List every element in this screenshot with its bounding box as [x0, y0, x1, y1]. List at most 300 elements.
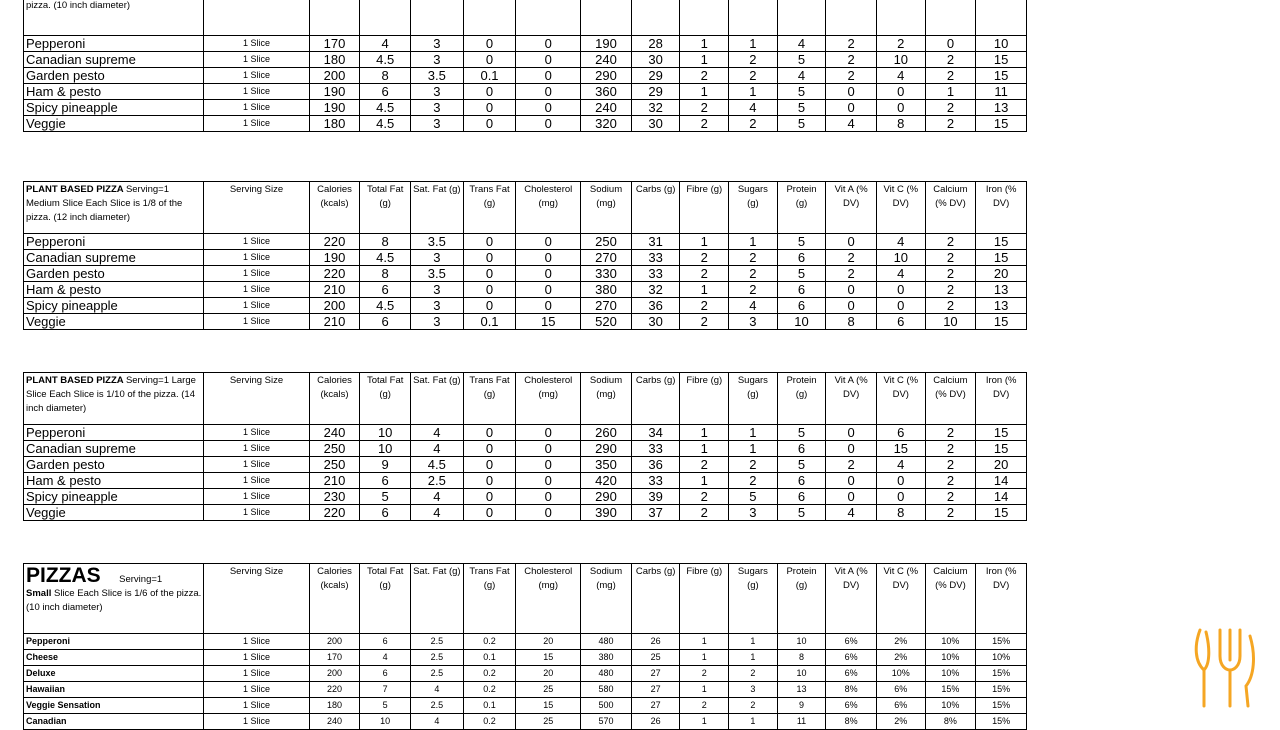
nutrient-value: 2 — [925, 505, 976, 521]
nutrient-value: 4 — [729, 100, 778, 116]
nutrient-value: 2 — [729, 457, 778, 473]
nutrient-value: 6 — [777, 489, 826, 505]
serving-size: 1 Slice — [204, 234, 309, 250]
column-header: Serving Size — [204, 182, 309, 234]
nutrient-value: 6 — [777, 282, 826, 298]
nutrient-value: 200 — [309, 666, 360, 682]
column-header: Carbs (g) — [631, 182, 680, 234]
column-header: Protein (g) — [777, 564, 826, 634]
nutrient-value: 0 — [516, 68, 581, 84]
nutrient-value: 26 — [631, 634, 680, 650]
nutrient-value: 2 — [729, 266, 778, 282]
nutrient-value: 4 — [876, 234, 925, 250]
nutrient-value: 2 — [826, 457, 877, 473]
nutrition-table-medium — [23, 181, 1027, 330]
nutrient-value: 2% — [876, 634, 925, 650]
table-title: PIZZAS — [26, 564, 101, 587]
nutrient-value: 1 — [729, 634, 778, 650]
serving-size: 1 Slice — [204, 425, 309, 441]
nutrient-value: 1 — [680, 425, 729, 441]
nutrient-value: 0 — [516, 457, 581, 473]
nutrient-value: 240 — [309, 425, 360, 441]
table-row — [24, 714, 1027, 730]
nutrient-value: 3 — [411, 282, 464, 298]
nutrient-value: 37 — [631, 505, 680, 521]
nutrient-value: 10 — [360, 714, 411, 730]
nutrient-value: 31 — [631, 234, 680, 250]
nutrient-value: 1 — [729, 425, 778, 441]
nutrient-value: 6% — [826, 666, 877, 682]
serving-size: 1 Slice — [204, 36, 309, 52]
nutrient-value: 15 — [976, 441, 1027, 457]
nutrient-value: 3 — [729, 314, 778, 330]
column-header — [516, 0, 581, 36]
serving-size: 1 Slice — [204, 100, 309, 116]
nutrient-value: 0 — [463, 84, 516, 100]
nutrient-value: 4 — [876, 68, 925, 84]
nutrient-value: 6% — [826, 634, 877, 650]
column-header: Iron (% DV) — [976, 373, 1027, 425]
nutrient-value: 1 — [680, 682, 729, 698]
nutrient-value: 1 — [680, 234, 729, 250]
serving-size: 1 Slice — [204, 84, 309, 100]
nutrient-value: 250 — [309, 441, 360, 457]
nutrient-value: 0 — [463, 489, 516, 505]
nutrient-value: 1 — [729, 84, 778, 100]
nutrient-value: 36 — [631, 298, 680, 314]
nutrient-value: 6 — [360, 505, 411, 521]
nutrient-value: 500 — [581, 698, 632, 714]
nutrient-value: 2 — [729, 52, 778, 68]
nutrient-value: 5 — [777, 266, 826, 282]
table-row — [24, 52, 1027, 68]
nutrient-value: 200 — [309, 634, 360, 650]
nutrient-value: 7 — [360, 682, 411, 698]
nutrient-value: 10 — [360, 441, 411, 457]
nutrient-value: 15% — [976, 714, 1027, 730]
nutrient-value: 0 — [516, 100, 581, 116]
table-row — [24, 457, 1027, 473]
header-row — [24, 0, 1027, 36]
nutrient-value: 13 — [976, 298, 1027, 314]
nutrient-value: 290 — [581, 441, 632, 457]
nutrient-value: 2 — [729, 116, 778, 132]
nutrient-value: 2 — [925, 266, 976, 282]
nutrient-value: 4 — [411, 682, 464, 698]
nutrient-value: 5 — [777, 234, 826, 250]
item-name: Veggie — [24, 505, 204, 521]
fork-knife-logo — [1192, 626, 1258, 710]
nutrient-value: 2 — [925, 68, 976, 84]
nutrient-value: 2 — [826, 68, 877, 84]
nutrient-value: 2 — [680, 666, 729, 682]
table-row — [24, 634, 1027, 650]
column-header: Vit C (% DV) — [876, 564, 925, 634]
nutrient-value: 15% — [976, 666, 1027, 682]
nutrient-value: 0 — [876, 298, 925, 314]
nutrient-value: 0 — [463, 234, 516, 250]
nutrient-value: 3.5 — [411, 234, 464, 250]
nutrient-value: 2 — [680, 505, 729, 521]
nutrient-value: 170 — [309, 36, 360, 52]
nutrient-value: 8 — [876, 505, 925, 521]
nutrient-value: 250 — [581, 234, 632, 250]
nutrient-value: 25 — [631, 650, 680, 666]
nutrient-value: 15% — [976, 698, 1027, 714]
serving-description: Slice Each Slice is 1/6 of the pizza. (10 inch diameter) — [26, 588, 202, 613]
nutrient-value: 2 — [925, 100, 976, 116]
nutrient-value: 3 — [411, 250, 464, 266]
nutrient-value: 2 — [925, 250, 976, 266]
nutrient-value: 0 — [826, 298, 877, 314]
nutrient-value: 15 — [876, 441, 925, 457]
nutrient-value: 6 — [777, 441, 826, 457]
nutrient-value: 3 — [411, 100, 464, 116]
nutrient-value: 3.5 — [411, 68, 464, 84]
nutrient-value: 0 — [516, 489, 581, 505]
nutrient-value: 8% — [826, 682, 877, 698]
column-header: Trans Fat (g) — [463, 373, 516, 425]
nutrient-value: 0 — [516, 234, 581, 250]
nutrient-value: 8 — [360, 266, 411, 282]
nutrient-value: 580 — [581, 682, 632, 698]
table-row — [24, 282, 1027, 298]
table-description — [24, 373, 204, 425]
nutrient-value: 0 — [516, 52, 581, 68]
nutrient-value: 2 — [925, 52, 976, 68]
table-row — [24, 36, 1027, 52]
nutrient-value: 9 — [777, 698, 826, 714]
table-description — [24, 182, 204, 234]
table-row — [24, 473, 1027, 489]
nutrient-value: 5 — [777, 116, 826, 132]
column-header: Total Fat (g) — [360, 564, 411, 634]
column-header: Vit A (% DV) — [826, 564, 877, 634]
nutrient-value: 0 — [516, 473, 581, 489]
nutrient-value: 0 — [463, 250, 516, 266]
nutrient-value: 15 — [976, 52, 1027, 68]
table-row — [24, 234, 1027, 250]
item-name: Garden pesto — [24, 68, 204, 84]
item-name: Spicy pineapple — [24, 100, 204, 116]
nutrient-value: 20 — [976, 266, 1027, 282]
nutrient-value: 0 — [516, 425, 581, 441]
nutrient-value: 33 — [631, 266, 680, 282]
column-header: Total Fat (g) — [360, 373, 411, 425]
nutrient-value: 360 — [581, 84, 632, 100]
column-header — [631, 0, 680, 36]
nutrient-value: 20 — [516, 634, 581, 650]
nutrient-value: 30 — [631, 116, 680, 132]
column-header: Fibre (g) — [680, 182, 729, 234]
nutrient-value: 13 — [976, 282, 1027, 298]
nutrient-value: 8 — [876, 116, 925, 132]
nutrient-value: 290 — [581, 68, 632, 84]
nutrient-value: 2.5 — [411, 650, 464, 666]
item-name: Garden pesto — [24, 457, 204, 473]
nutrient-value: 1 — [729, 650, 778, 666]
nutrient-value: 0 — [925, 36, 976, 52]
nutrient-value: 2 — [826, 250, 877, 266]
serving-size: 1 Slice — [204, 314, 309, 330]
column-header: Vit C (% DV) — [876, 373, 925, 425]
item-name: Ham & pesto — [24, 84, 204, 100]
nutrient-value: 4 — [360, 36, 411, 52]
column-header: Trans Fat (g) — [463, 182, 516, 234]
nutrient-value: 190 — [309, 100, 360, 116]
nutrient-value: 200 — [309, 298, 360, 314]
nutrient-value: 0 — [516, 266, 581, 282]
nutrient-value: 33 — [631, 473, 680, 489]
serving-size: 1 Slice — [204, 250, 309, 266]
item-name: Pepperoni — [24, 234, 204, 250]
nutrient-value: 0 — [826, 100, 877, 116]
nutrient-value: 13 — [976, 100, 1027, 116]
nutrient-value: 5 — [729, 489, 778, 505]
nutrient-value: 15 — [976, 68, 1027, 84]
serving-size: 1 Slice — [204, 457, 309, 473]
nutrient-value: 1 — [680, 282, 729, 298]
nutrient-value: 10% — [925, 650, 976, 666]
nutrient-value: 3 — [411, 116, 464, 132]
nutrient-value: 33 — [631, 441, 680, 457]
nutrient-value: 10 — [777, 314, 826, 330]
nutrient-value: 11 — [976, 84, 1027, 100]
nutrient-value: 4 — [876, 457, 925, 473]
nutrient-value: 270 — [581, 250, 632, 266]
nutrient-value: 28 — [631, 36, 680, 52]
table-row — [24, 84, 1027, 100]
nutrient-value: 2 — [680, 457, 729, 473]
nutrient-value: 2 — [729, 68, 778, 84]
nutrient-value: 4.5 — [411, 457, 464, 473]
column-header — [777, 0, 826, 36]
column-header: Trans Fat (g) — [463, 564, 516, 634]
nutrient-value: 6 — [876, 425, 925, 441]
nutrient-value: 2 — [729, 473, 778, 489]
column-header — [826, 0, 877, 36]
nutrient-value: 0 — [463, 36, 516, 52]
nutrient-value: 6 — [360, 473, 411, 489]
nutrient-value: 6 — [876, 314, 925, 330]
nutrient-value: 5 — [777, 84, 826, 100]
nutrient-value: 2 — [729, 282, 778, 298]
nutrient-value: 2 — [925, 489, 976, 505]
column-header — [309, 0, 360, 36]
nutrient-value: 15 — [976, 314, 1027, 330]
nutrient-value: 10 — [777, 666, 826, 682]
nutrient-value: 0 — [516, 282, 581, 298]
nutrient-value: 190 — [581, 36, 632, 52]
nutrient-value: 15% — [976, 682, 1027, 698]
table-row — [24, 116, 1027, 132]
nutrient-value: 4 — [826, 505, 877, 521]
nutrient-value: 5 — [360, 489, 411, 505]
column-header: Serving Size — [204, 564, 309, 634]
column-header: Sugars (g) — [729, 564, 778, 634]
nutrient-value: 290 — [581, 489, 632, 505]
nutrient-value: 15 — [516, 650, 581, 666]
nutrient-value: 0.1 — [463, 314, 516, 330]
nutrient-value: 15 — [976, 425, 1027, 441]
nutrient-value: 32 — [631, 282, 680, 298]
serving-size: 1 Slice — [204, 714, 309, 730]
nutrient-value: 2 — [680, 298, 729, 314]
nutrient-value: 0 — [463, 457, 516, 473]
table-row — [24, 298, 1027, 314]
item-name: Pepperoni — [24, 425, 204, 441]
nutrient-value: 480 — [581, 634, 632, 650]
nutrient-value: 15 — [976, 234, 1027, 250]
nutrient-value: 2 — [826, 266, 877, 282]
serving-description: Serving=1 Medium Slice Each Slice is 1/8 of the pizza. (12 inch diameter) — [26, 184, 183, 223]
nutrient-value: 4 — [826, 116, 877, 132]
nutrient-value: 4 — [411, 489, 464, 505]
nutrient-value: 0 — [826, 489, 877, 505]
nutrient-value: 10% — [925, 634, 976, 650]
item-name: Veggie — [24, 116, 204, 132]
header-row — [24, 564, 1027, 634]
nutrient-value: 2 — [729, 250, 778, 266]
nutrient-value: 0 — [826, 425, 877, 441]
nutrient-value: 2.5 — [411, 634, 464, 650]
nutrient-value: 10% — [876, 666, 925, 682]
table-row — [24, 441, 1027, 457]
nutrient-value: 0 — [826, 473, 877, 489]
nutrient-value: 6% — [826, 650, 877, 666]
item-name: Pepperoni — [24, 36, 204, 52]
nutrient-value: 4 — [411, 441, 464, 457]
nutrient-value: 1 — [925, 84, 976, 100]
nutrient-value: 3 — [411, 84, 464, 100]
nutrient-value: 180 — [309, 698, 360, 714]
column-header: Iron (% DV) — [976, 564, 1027, 634]
nutrient-value: 6 — [360, 282, 411, 298]
nutrient-value: 2 — [680, 100, 729, 116]
serving-size: 1 Slice — [204, 298, 309, 314]
nutrient-value: 260 — [581, 425, 632, 441]
nutrient-value: 6 — [360, 84, 411, 100]
item-name: Deluxe — [24, 666, 204, 682]
nutrient-value: 3 — [411, 298, 464, 314]
nutrient-value: 29 — [631, 84, 680, 100]
nutrient-value: 26 — [631, 714, 680, 730]
nutrient-value: 6% — [826, 698, 877, 714]
nutrient-value: 5 — [360, 698, 411, 714]
column-header — [360, 0, 411, 36]
nutrient-value: 15 — [976, 116, 1027, 132]
column-header: Cholesterol (mg) — [516, 182, 581, 234]
table-row — [24, 666, 1027, 682]
column-header: Vit A (% DV) — [826, 182, 877, 234]
nutrient-value: 2 — [876, 36, 925, 52]
nutrient-value: 0 — [463, 298, 516, 314]
table-title: PLANT BASED PIZZA — [26, 375, 126, 386]
nutrient-value: 480 — [581, 666, 632, 682]
nutrient-value: 2.5 — [411, 666, 464, 682]
nutrient-value: 3.5 — [411, 266, 464, 282]
item-name: Veggie — [24, 314, 204, 330]
nutrient-value: 0 — [516, 250, 581, 266]
nutrient-value: 15 — [516, 698, 581, 714]
nutrient-value: 1 — [680, 36, 729, 52]
nutrient-value: 25 — [516, 714, 581, 730]
table-row — [24, 505, 1027, 521]
item-name: Hawaiian — [24, 682, 204, 698]
nutrient-value: 0.2 — [463, 634, 516, 650]
item-name: Ham & pesto — [24, 282, 204, 298]
nutrient-value: 6% — [876, 698, 925, 714]
nutrient-value: 29 — [631, 68, 680, 84]
item-name: Spicy pineapple — [24, 298, 204, 314]
nutrient-value: 8 — [360, 234, 411, 250]
nutrient-value: 4 — [360, 650, 411, 666]
nutrient-value: 10% — [925, 666, 976, 682]
header-row — [24, 373, 1027, 425]
nutrient-value: 0 — [516, 505, 581, 521]
column-header: Total Fat (g) — [360, 182, 411, 234]
column-header: Cholesterol (mg) — [516, 564, 581, 634]
nutrient-value: 1 — [729, 714, 778, 730]
nutrient-value: 170 — [309, 650, 360, 666]
nutrient-value: 10 — [876, 52, 925, 68]
column-header: Protein (g) — [777, 182, 826, 234]
nutrient-value: 3 — [729, 505, 778, 521]
nutrient-value: 30 — [631, 314, 680, 330]
column-header: Sugars (g) — [729, 373, 778, 425]
table-row — [24, 489, 1027, 505]
serving-size: 1 Slice — [204, 505, 309, 521]
item-name: Spicy pineapple — [24, 489, 204, 505]
nutrient-value: 4.5 — [360, 250, 411, 266]
nutrient-value: 180 — [309, 52, 360, 68]
nutrient-value: 27 — [631, 666, 680, 682]
nutrient-value: 0 — [876, 100, 925, 116]
nutrient-value: 0 — [876, 473, 925, 489]
serving-size: 1 Slice — [204, 473, 309, 489]
nutrient-value: 0.1 — [463, 650, 516, 666]
nutrient-value: 2 — [925, 425, 976, 441]
nutrient-value: 25 — [516, 682, 581, 698]
nutrient-value: 0 — [516, 84, 581, 100]
serving-size: 1 Slice — [204, 489, 309, 505]
nutrient-value: 2 — [729, 666, 778, 682]
table-row — [24, 650, 1027, 666]
nutrient-value: 3 — [729, 682, 778, 698]
column-header — [581, 0, 632, 36]
nutrient-value: 10 — [925, 314, 976, 330]
nutrient-value: 220 — [309, 234, 360, 250]
nutrient-value: 4 — [411, 425, 464, 441]
nutrient-value: 27 — [631, 698, 680, 714]
column-header: Cholesterol (mg) — [516, 373, 581, 425]
nutrient-value: 27 — [631, 682, 680, 698]
column-header: Sodium (mg) — [581, 373, 632, 425]
column-header — [204, 0, 309, 36]
nutrient-value: 4 — [729, 298, 778, 314]
nutrient-value: 380 — [581, 650, 632, 666]
column-header: Serving Size — [204, 373, 309, 425]
nutrient-value: 420 — [581, 473, 632, 489]
column-header: Sat. Fat (g) — [411, 564, 464, 634]
nutrient-value: 210 — [309, 314, 360, 330]
serving-size: 1 Slice — [204, 266, 309, 282]
nutrient-value: 15% — [925, 682, 976, 698]
nutrient-value: 0.2 — [463, 714, 516, 730]
nutrient-value: 0 — [463, 266, 516, 282]
nutrient-value: 0 — [516, 116, 581, 132]
nutrient-value: 0.1 — [463, 68, 516, 84]
